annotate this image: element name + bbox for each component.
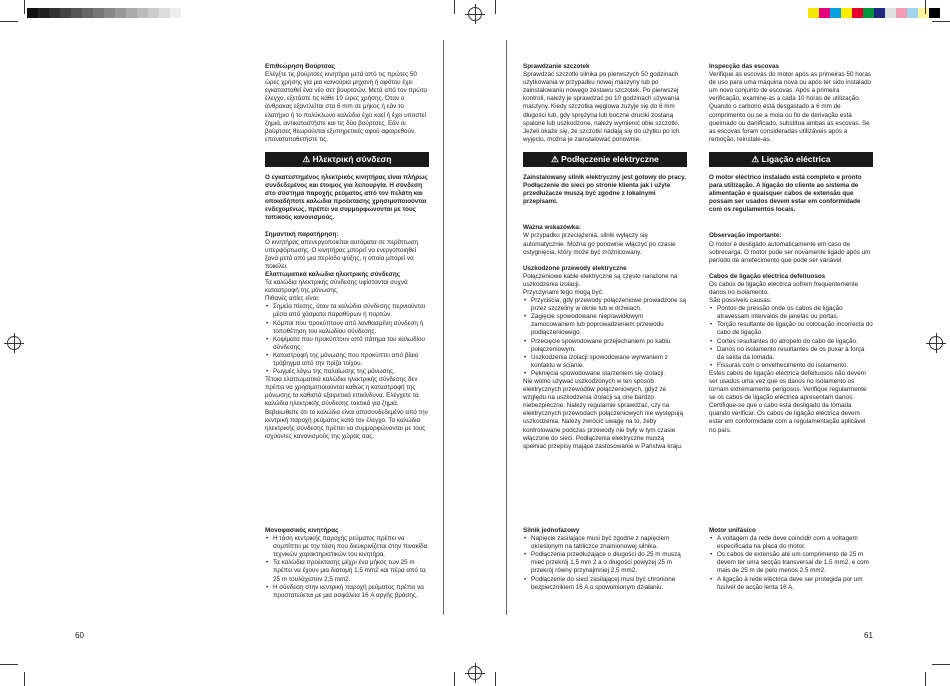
- registration-mark-bottom: [468, 666, 482, 680]
- electrical-intro: Ο εγκατεστημένος ηλεκτρικός κινητήρας είναι πλήρως συνδεδεμένος και έτοιμος για λειτουργία. Η σύνδεση στο σύστημα παροχής ρεύματος από τον πελάτη και οποιαδήποτε καλώδια προέκτασης χρησιμοποιούνται ενδεχομένως, πρέπει να συμμορφώνονται με τους τοπικούς κανονισμούς.: [265, 173, 428, 222]
- list-item: • Zagięcie spowodowane nieprawidłowym zamocowaniem lub poprowadzeniem przewodu podłączeniowego.: [531, 313, 687, 337]
- motor-list: [709, 535, 873, 592]
- cable-list: [709, 305, 873, 370]
- list-item: • Κόμποι που προκύπτουν από λανθασμένη σύνδεση ή τοποθέτηση του καλωδίου σύνδεσης.: [273, 320, 429, 336]
- list-item: • Καταστροφή της μόνωσης που προκύπτει από βίαιο τράβηγμα από την πρίζα τοίχου.: [273, 352, 429, 368]
- cable-intro: Τα καλώδια ηλεκτρικής σύνδεσης υφίστανται συχνά καταστροφή της μόνωσης.: [265, 279, 408, 295]
- registration-mark-right: [929, 336, 943, 350]
- crop-mark: [0, 21, 18, 22]
- cable-causes: Przyczynami tego mogą być:: [523, 288, 604, 296]
- fold-line: [443, 40, 444, 615]
- note-text: O motor é desligado automaticamente em caso de sobrecarga. O motor pode ser novamente ligado após um período de arrefecimento que pode ser variável.: [709, 240, 871, 264]
- crop-mark: [24, 672, 25, 686]
- electrical-intro: O motor eléctrico instalado está completo e pronto para utilização. A ligação do cliente ao sistema de alimentação e quaisquer cabos de extensão que possam ser usados devem estar em conformidade com os regulamentos locais.: [709, 173, 862, 214]
- crop-mark: [495, 672, 496, 686]
- cable-intro: Połączeniowe kable elektryczne są często narażone na uszkodzenia izolacji.: [523, 272, 678, 288]
- fold-line: [506, 40, 507, 615]
- list-item: • Η τάση κεντρικής παροχής ρεύματος πρέπει να συμπίπτει με την τάση που διευκρινίζεται στην πινακίδα τεχνικών χαρακτηριστικών του κινητήρα.: [273, 535, 429, 559]
- crop-mark: [454, 0, 455, 14]
- motor-list: [265, 535, 429, 600]
- list-item: • Ρωγμές λόγω της παλαίωσης της μόνωσης.: [273, 368, 429, 376]
- registration-mark-left: [7, 336, 21, 350]
- page-number-right: 61: [864, 631, 873, 640]
- portuguese-motor-section: [709, 527, 873, 592]
- list-item: • Podłączenia przedłużające o długości do 25 m muszą mieć przekrój 1,5 mm 2 a o długości powyżej 25 m przekrój równy przynajmniej 2,5 mm2.: [531, 551, 687, 575]
- list-item: • Podłączenie do sieci zasilającej musi być chronione bezpiecznikiem 16 A o spowolnionym działaniu.: [531, 576, 687, 592]
- crop-mark: [932, 21, 950, 22]
- cable-heading: Cabos de ligação eléctrica defeituosos: [709, 272, 826, 280]
- list-item: • A ligação à rede eléctrica deve ser protegida por um fusível de acção lenta 16 A.: [717, 576, 873, 592]
- brush-text: Ελέγξτε τις βούρτσες κινητήρα μετά από τις πρώτες 50 ώρες χρήσης για μια καινούρια μηχανή ή αφότου έχει εγκατασταθεί ένα νέο σετ βουρτσών. Μετά από τον πρώτο έλεγχο, εξετάστε τις κάθε 10 ώρες χρήσης. Όταν ο άνθρακας εξαντλείται στα 6 mm σε μήκος ή εάν το ελατήριο ή το πολύκλωνο καλώδιο έχει καεί ή έχει υποστεί ζημιά, αντικαταστήστε και τις δύο βούρτσες. Εάν οι βούρτσες θεωρούνται εξυπηρετικές αφού αφαιρεθούν, επανατοποθετήστε τις.: [265, 71, 428, 143]
- portuguese-column: [709, 63, 873, 435]
- motor-heading: Silnik jednofazowy: [523, 527, 580, 534]
- cable-list: [523, 297, 687, 378]
- electrical-connection-bar: ⚠ Ηλεκτρική σύνδεση: [265, 152, 429, 167]
- greek-column: [265, 63, 429, 441]
- list-item: • Η σύνδεση στην κεντρική παροχή ρεύματος πρέπει να προστατεύεται με μια ασφάλεια 16 A αργής βράσης.: [273, 584, 429, 600]
- list-item: • Danos no isolamento resultantes de os puxar à força da saída da tomada.: [717, 346, 873, 362]
- list-item: • Os cabos de extensão até um comprimento de 25 m devem ter uma secção transversal de 1.5 mm2, e com mais de 25 m de pelo menos 2.5 mm2.: [717, 551, 873, 575]
- electrical-intro: Zainstalowany silnik elektryczny jest gotowy do pracy. Podłączenie do sieci po stronie klienta jak i użyte przedłużacze muszą być zgodne z lokalnymi przepisami.: [523, 173, 686, 206]
- crop-mark: [925, 0, 926, 14]
- list-item: • Pontos de pressão onde os cabos de ligação atravessam intervalos de janelas ou portas.: [717, 305, 873, 321]
- note-heading: Ważna wskazówka:: [523, 224, 581, 232]
- crop-mark: [454, 672, 455, 686]
- electrical-connection-bar: ⚠ Ligação eléctrica: [709, 152, 873, 167]
- note-heading: Σημαντική παρατήρηση:: [265, 230, 339, 238]
- cable-heading: Ελαττωματικά καλώδια ηλεκτρικής σύνδεσης: [265, 270, 400, 278]
- list-item: • Przecięcie spowodowane przejechaniem po kablu połączeniowym.: [531, 338, 687, 354]
- cable-heading: Uszkodzone przewody elektryczne: [523, 264, 627, 272]
- brush-heading: Inspecção das escovas: [709, 63, 780, 70]
- list-item: • A voltagem da rede deve coincidir com a voltagem especificada na placa do motor.: [717, 535, 873, 551]
- motor-heading: Μονοφασικός κινητήρας: [265, 527, 339, 534]
- brush-heading: Sprawdzanie szczotek: [523, 63, 590, 70]
- polish-column: [523, 63, 687, 451]
- cable-causes: Πιθανές αιτίες είναι:: [265, 295, 320, 303]
- list-item: • Cortes resultantes do atropelo do cabo de ligação.: [717, 338, 873, 346]
- motor-list: [523, 535, 687, 592]
- list-item: • Σημεία πίεσης, όταν τα καλώδια σύνδεσης περνιούνται μέσα από χάσματα παραθύρων ή πορτών.: [273, 303, 429, 319]
- crop-mark: [495, 0, 496, 14]
- electrical-connection-bar: ⚠ Podłączenie elektryczne: [523, 152, 687, 167]
- brush-text: Verifique as escovas do motor após as primeiras 50 horas de uso para uma máquina nova ou após ter sido instalado um novo conjunto de escovas. Após a primeira verificação, examine-as a cada 10 horas de utilização. Quando o carbono está desgastado a 6 mm de comprimento ou se a mola ou fio de derivação está queimado ou danificado, substitua ambas as escovas. Se as escovas foram consideradas utilizáveis após a remoção, reinstale-as.: [709, 71, 872, 143]
- list-item: • Przyciścia, gdy przewody połączeniowe prowadzone są przez szczeliny w oknie lub w drzwiach.: [531, 297, 687, 313]
- note-heading: Observação importante:: [709, 232, 782, 240]
- list-item: • Τα καλώδια προέκτασης μέχρι ένα μήκος των 25 m πρέπει να έχουν μια διατομή 1,5 mm2 και πέρα από τα 25 m τουλάχιστον 2,5 mm2.: [273, 559, 429, 583]
- crop-mark: [925, 672, 926, 686]
- cable-list: [265, 303, 429, 376]
- crop-mark: [24, 0, 25, 14]
- list-item: • Napięcie zasilające musi być zgodne z napięciem określonym na tabliczce znamionowej silnika.: [531, 535, 687, 551]
- polish-motor-section: [523, 527, 687, 592]
- motor-heading: Motor unifásico: [709, 527, 756, 534]
- list-item: • Fissuras com o envelhecimento do isolamento.: [717, 362, 873, 370]
- cable-intro: Os cabos de ligação eléctrica sofrem frequentemente danos no isolamento.: [709, 280, 859, 296]
- brush-heading: Επιθεώρηση Βούρτσας: [265, 63, 335, 70]
- grayscale-bar: [27, 8, 181, 18]
- crop-mark: [0, 664, 18, 665]
- list-item: • Uszkodzenia izolacji spowodowane wyrwaniem z kontaktu w ścianie.: [531, 354, 687, 370]
- cable-causes: São possíveis causas:: [709, 297, 772, 305]
- cable-text: Estes cabos de ligação eléctrica defeituosos não devem ser usados uma vez que os danos no isolamento os tornam extremamente perigosos. Verifique regularmente se os cabos de ligação eléctrica apresentam danos. Certifique-se que o cabo está desligado da tomada quando verificar. Os cabos de ligação eléctrica devem estar em conformidade com a regulamentação aplicável no país.: [709, 369, 867, 434]
- crop-mark: [932, 664, 950, 665]
- color-bar: [808, 8, 940, 18]
- cable-text: Τέτοια ελαττωματικά καλώδια ηλεκτρικής σύνδεσης δεν πρέπει να χρησιμοποιούνται καθώς η καταστροφή της μόνωσης τα καθιστά εξαιρετικά επικίνδυνα. Ελέγχετε τα καλώδια ηλεκτρικής σύνδεσης τακτικά για ζημιά. Βεβαιωθείτε ότι το καλώδιο είναι αποσυνδεδεμένο από την κεντρική παροχή ρεύματος κατά τον έλεγχο. Τα καλώδια ηλεκτρικής σύνδεσης πρέπει να συμμορφώνονται με τους ισχύοντες κανονισμούς της χώρας σας.: [265, 376, 428, 440]
- list-item: • Κοψίματα που προκύπτουν από πάτημα του καλωδίου σύνδεσης.: [273, 336, 429, 352]
- page-number-left: 60: [75, 631, 84, 640]
- note-text: Ο κινητήρας απενεργοποιείται αυτόματα σε περίπτωση υπερφόρτωσης. Ο κινητήρας μπορεί να ενεργοποιηθεί ξανά μετά από μια περίοδο ψύξης, η οποία μπορεί να ποικίλει.: [265, 238, 419, 270]
- brush-text: Sprawdzać szczotki silnika po pierwszych 50 godzinach użytkowania w przypadku nowej maszyny lub po zainstalowaniu nowego zestawu szczotek. Po pierwszej kontroli, należy je sprawdzać po 10 godzinach używania maszyny. Kiedy szczotka węglowa zużyje się do 6 mm długości lub, gdy sprężyna lub boczne druciki zostaną spalone lub uszkodzone, należy wymienić obie szczotki. Jeżeli okaże się, że szczotki nadają się do użytku po ich wyjęciu, można je zainstalować ponownie.: [523, 71, 680, 143]
- greek-motor-section: [265, 527, 429, 600]
- list-item: • Pęknięcia spowodowane starzeniem się izolacji.: [531, 370, 687, 378]
- registration-mark-top: [468, 7, 482, 21]
- note-text: W przypadku przeciążenia, silnik wyłączy się automatycznie. Można go ponownie włączyć po czasie ostygnięcia, który może być zróżnicowany.: [523, 232, 676, 256]
- list-item: • Torção resultante de ligação ou colocação incorrecta do cabo de ligação.: [717, 321, 873, 337]
- cable-text: Nie wolno używać uszkodzonych w ten sposób elektrycznych przewodów połączeniowych, gdyż ze względu na uszkodzenia izolacji są one bardzo niebezpieczne. Należy regularnie sprawdzać, czy na elektrycznych przewodach połączeniowych nie występują uszkodzenia. Należy zwrócić uwagę na to, żeby kontrolowane podczas przewody nie były w tym czasie włączone do sieci. Podłączenia elektryczne muszą spełniać przepisy mające zastosowanie w Państwa kraju.: [523, 378, 683, 450]
